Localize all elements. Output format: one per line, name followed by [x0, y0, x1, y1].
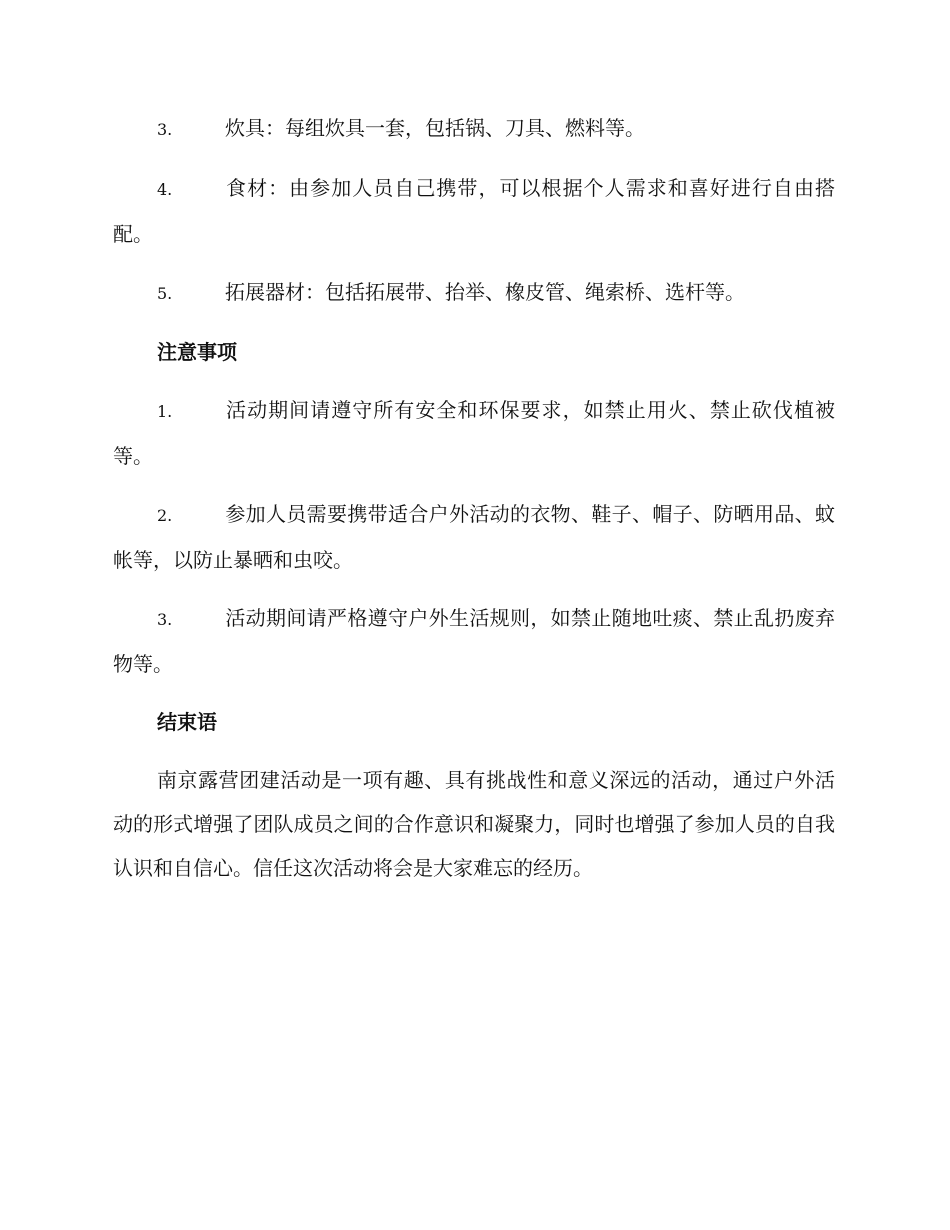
list-text: 拓展器材：包括拓展带、抬举、橡皮管、绳索桥、选杆等。 [225, 280, 745, 304]
list-number: 4. [157, 180, 173, 199]
notes-item-safety [113, 388, 835, 478]
list-text: 参加人员需要携带适合户外活动的衣物、鞋子、帽子、防晒用品、蚊帐等，以防止暴晒和虫咬。 [113, 502, 835, 572]
list-text: 活动期间请严格遵守户外生活规则，如禁止随地吐痰、禁止乱扔废弃物等。 [113, 606, 835, 676]
equipment-item-cookware [113, 106, 835, 152]
list-text: 炊具：每组炊具一套，包括锅、刀具、燃料等。 [225, 116, 645, 140]
document-content [113, 106, 835, 890]
notes-heading: 注意事项 [157, 340, 237, 364]
list-number: 5. [157, 284, 173, 303]
equipment-item-food [113, 166, 835, 256]
list-number: 1. [157, 402, 173, 421]
list-number: 3. [157, 120, 173, 139]
equipment-item-outdoor-gear [113, 270, 835, 316]
list-number: 3. [157, 610, 173, 629]
list-text: 食材：由参加人员自己携带，可以根据个人需求和喜好进行自由搭配。 [113, 176, 835, 246]
conclusion-paragraph: 南京露营团建活动是一项有趣、具有挑战性和意义深远的活动，通过户外活动的形式增强了团队成员之间的合作意识和凝聚力，同时也增强了参加人员的自我认识和自信心。信任这次活动将会是大家难忘的经历。 [113, 768, 835, 880]
notes-item-rules [113, 596, 835, 686]
conclusion-heading: 结束语 [157, 710, 217, 734]
list-text: 活动期间请遵守所有安全和环保要求，如禁止用火、禁止砍伐植被等。 [113, 398, 835, 468]
notes-item-clothing [113, 492, 835, 582]
list-number: 2. [157, 506, 173, 525]
